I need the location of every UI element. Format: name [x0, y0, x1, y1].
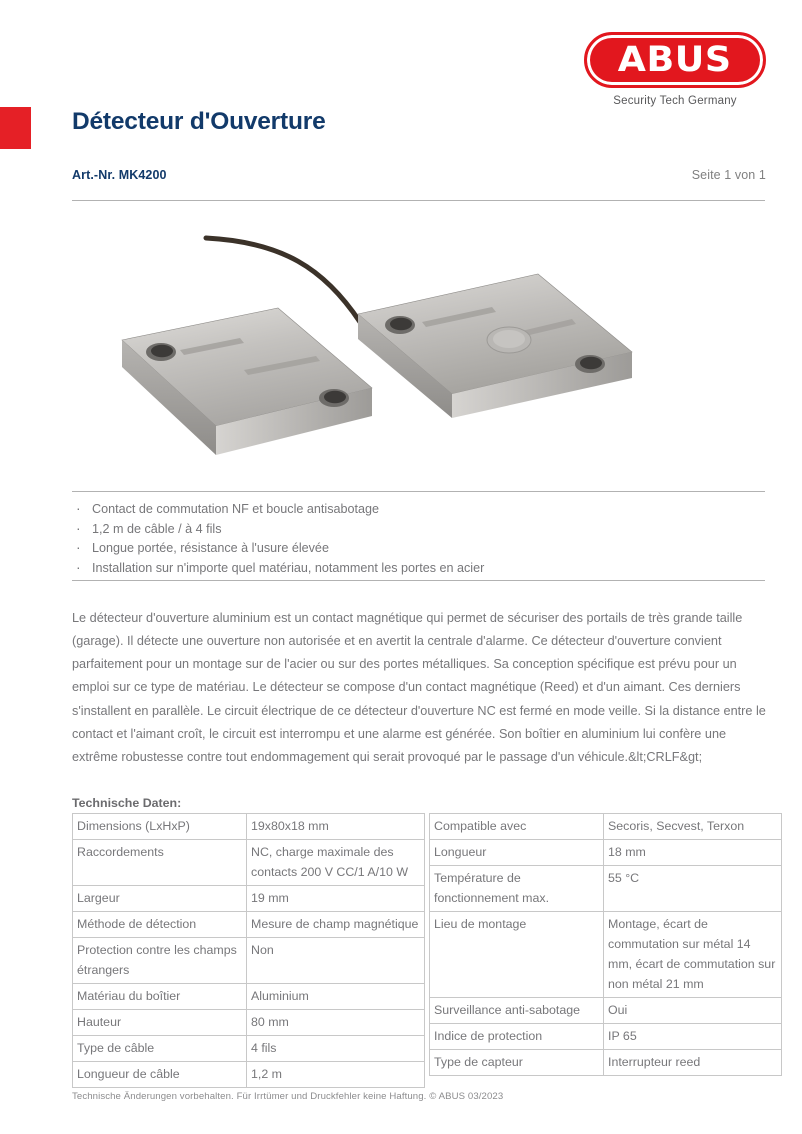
- spec-label: Type de câble: [73, 1036, 247, 1062]
- table-row: [73, 912, 425, 938]
- spec-value: Montage, écart de commutation sur métal 14 mm, écart de commutation sur non métal 21 mm: [604, 912, 782, 998]
- logo-tagline: Security Tech Germany: [613, 95, 737, 107]
- table-row: [430, 912, 782, 998]
- table-row: [73, 938, 425, 984]
- table-row: [430, 840, 782, 866]
- spec-value: Interrupteur reed: [604, 1050, 782, 1076]
- logo-wordmark: ABUS: [618, 39, 732, 80]
- spec-value: Oui: [604, 998, 782, 1024]
- list-item: · 1,2 m de câble / à 4 fils: [72, 520, 765, 540]
- abus-logo: [584, 32, 766, 112]
- spec-label: Longueur de câble: [73, 1062, 247, 1088]
- product-illustration: [72, 212, 765, 482]
- table-row: [73, 814, 425, 840]
- spec-value: Mesure de champ magnétique: [247, 912, 425, 938]
- table-row: [73, 1036, 425, 1062]
- spec-label: Raccordements: [73, 840, 247, 886]
- spec-value: NC, charge maximale des contacts 200 V CC/1 A/10 W: [247, 840, 425, 886]
- spec-label: Surveillance anti-sabotage: [430, 998, 604, 1024]
- spec-value: 55 °C: [604, 866, 782, 912]
- footer-disclaimer: Technische Änderungen vorbehalten. Für Irrtümer und Druckfehler keine Haftung. © ABUS 03/2023: [72, 1091, 504, 1102]
- red-accent-block: [0, 107, 31, 149]
- table-row: [430, 814, 782, 840]
- spec-table-left: [72, 813, 425, 1088]
- spec-value: 18 mm: [604, 840, 782, 866]
- image-divider: [72, 491, 765, 492]
- spec-label: Température de fonctionnement max.: [430, 866, 604, 912]
- spec-value: 4 fils: [247, 1036, 425, 1062]
- spec-label: Largeur: [73, 886, 247, 912]
- spec-label: Lieu de montage: [430, 912, 604, 998]
- bullets-divider: [72, 580, 765, 581]
- table-row: [430, 866, 782, 912]
- spec-label: Compatible avec: [430, 814, 604, 840]
- spec-label: Méthode de détection: [73, 912, 247, 938]
- spec-value: 1,2 m: [247, 1062, 425, 1088]
- spec-label: Matériau du boîtier: [73, 984, 247, 1010]
- article-number: Art.-Nr. MK4200: [72, 168, 167, 182]
- spec-label: Dimensions (LxHxP): [73, 814, 247, 840]
- page-title: Détecteur d'Ouverture: [72, 108, 326, 135]
- spec-label: Longueur: [430, 840, 604, 866]
- table-row: [73, 1010, 425, 1036]
- magnet-block-front: [122, 308, 372, 455]
- spec-value: Secoris, Secvest, Terxon: [604, 814, 782, 840]
- tech-data-heading: Technische Daten:: [72, 796, 182, 810]
- table-row: [73, 1062, 425, 1088]
- spec-value: 80 mm: [247, 1010, 425, 1036]
- spec-value: 19x80x18 mm: [247, 814, 425, 840]
- spec-value: Non: [247, 938, 425, 984]
- list-item: · Contact de commutation NF et boucle antisabotage: [72, 500, 765, 520]
- table-row: [430, 998, 782, 1024]
- spec-value: IP 65: [604, 1024, 782, 1050]
- feature-bullet-list: [72, 500, 765, 578]
- table-row: [430, 1024, 782, 1050]
- table-row: [73, 886, 425, 912]
- list-item: · Installation sur n'importe quel matériau, notamment les portes en acier: [72, 559, 765, 579]
- product-description: Le détecteur d'ouverture aluminium est un contact magnétique qui permet de sécuriser des portails de très grande taille (garage). Il détecte une ouverture non autorisée et en avertit la centrale d'alarme. Ce détecteur d'ouverture convient parfaitement pour un montage sur de l'acier ou sur des portes métalliques. Sa conception spécifique est prévu pour un emploi sur ce type de matériau. Le détecteur se compose d'un contact magnétique (Reed) et d'un aimant. Ces derniers s'installent en parallèle. Le circuit électrique de ce détecteur d'ouverture NC est fermé en mode veille. Si la distance entre le contact et l'aimant croît, le circuit est interrompu et une alarme est générée. Son boîtier en aluminium lui confère une extrême robustesse contre tout endommagement qui serait provoqué par le passage d'un véhicule.&lt;CRLF&gt;: [72, 610, 766, 764]
- spec-value: Aluminium: [247, 984, 425, 1010]
- spec-label: Type de capteur: [430, 1050, 604, 1076]
- spec-label: Protection contre les champs étrangers: [73, 938, 247, 984]
- magnet-block-rear: [358, 274, 632, 418]
- list-item: · Longue portée, résistance à l'usure élevée: [72, 539, 765, 559]
- cable: [206, 238, 360, 322]
- spec-label: Hauteur: [73, 1010, 247, 1036]
- spec-value: 19 mm: [247, 886, 425, 912]
- spec-table-right: [429, 813, 782, 1076]
- table-row: [73, 984, 425, 1010]
- product-image: [72, 212, 765, 482]
- spec-label: Indice de protection: [430, 1024, 604, 1050]
- logo-pill: [584, 32, 766, 88]
- page-indicator: Seite 1 von 1: [691, 168, 766, 182]
- table-row: [73, 840, 425, 886]
- table-row: [430, 1050, 782, 1076]
- header-divider: [72, 200, 765, 201]
